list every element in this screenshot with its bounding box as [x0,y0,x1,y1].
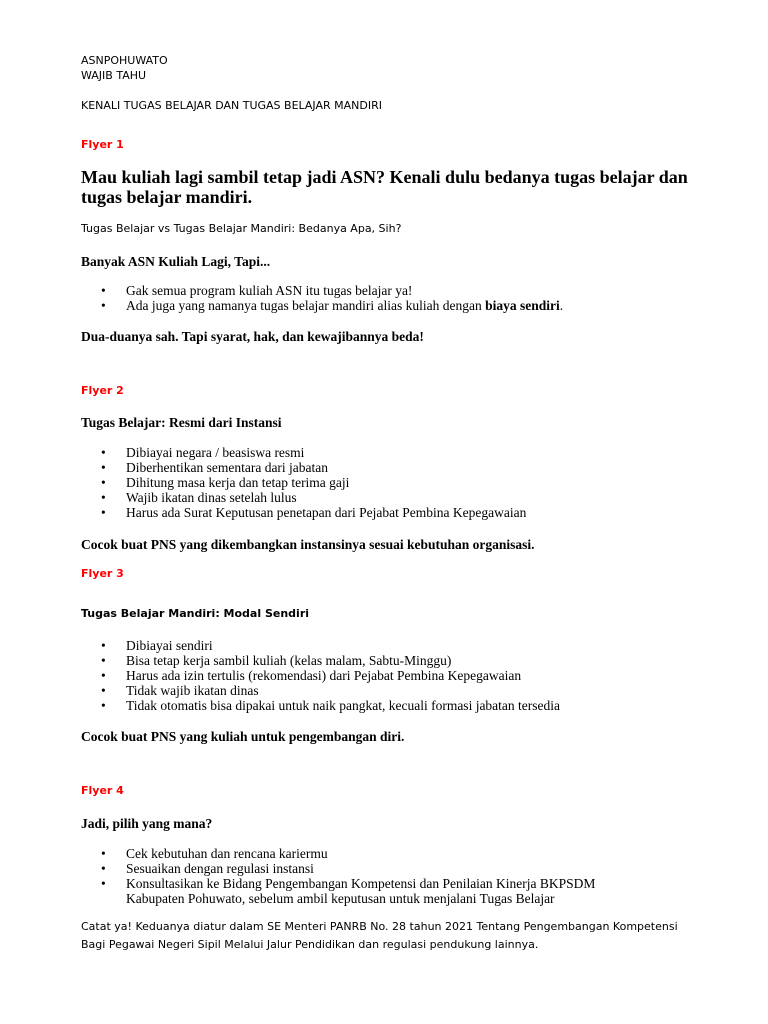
flyer-4-heading: Jadi, pilih yang mana? [81,816,213,831]
flyer-2-label: Flyer 2 [81,384,124,397]
list-item: • Cek kebutuhan dan rencana kariermu [81,846,595,861]
list-item: • Harus ada Surat Keputusan penetapan dari Pejabat Pembina Kepegawaian [81,505,526,520]
flyer-3-heading: Tugas Belajar Mandiri: Modal Sendiri [81,607,310,620]
list-item: • Ada juga yang namanya tugas belajar mandiri alias kuliah dengan biaya sendiri. [81,298,563,313]
org-name: ASNPOHUWATO [81,54,168,67]
flyer-3-list [81,638,560,713]
flyer-3-label: Flyer 3 [81,567,124,580]
flyer-2-conclusion: Cocok buat PNS yang dikembangkan instansinya sesuai kebutuhan organisasi. [81,537,535,552]
flyer-1-label: Flyer 1 [81,138,124,151]
flyer-4-label: Flyer 4 [81,784,124,797]
list-item: • Harus ada izin tertulis (rekomendasi) dari Pejabat Pembina Kepegawaian [81,668,560,683]
list-item: • Gak semua program kuliah ASN itu tugas belajar ya! [81,283,563,298]
flyer-1-list [81,283,563,313]
list-item: • Dibiayai sendiri [81,638,560,653]
flyer-1-title: Mau kuliah lagi sambil tetap jadi ASN? Kenali dulu bedanya tugas belajar dan tugas belajar mandiri. [81,167,688,207]
list-item: Kabupaten Pohuwato, sebelum ambil keputusan untuk menjalani Tugas Belajar [126,891,555,906]
flyer-1-subtitle: Tugas Belajar vs Tugas Belajar Mandiri: Bedanya Apa, Sih? [81,222,402,235]
list-item: • Tidak otomatis bisa dipakai untuk naik pangkat, kecuali formasi jabatan tersedia [81,698,560,713]
flyer-3-conclusion: Cocok buat PNS yang kuliah untuk pengembangan diri. [81,729,405,744]
list-item: • Tidak wajib ikatan dinas [81,683,560,698]
list-item: • Bisa tetap kerja sambil kuliah (kelas malam, Sabtu-Minggu) [81,653,560,668]
list-item: • Dibiayai negara / beasiswa resmi [81,445,526,460]
flyer-1-conclusion: Dua-duanya sah. Tapi syarat, hak, dan kewajibannya beda! [81,329,424,344]
flyer-1-heading: Banyak ASN Kuliah Lagi, Tapi... [81,254,271,269]
list-item: • Diberhentikan sementara dari jabatan [81,460,526,475]
flyer-2-heading: Tugas Belajar: Resmi dari Instansi [81,415,282,430]
regulation-note: Catat ya! Keduanya diatur dalam SE Menteri PANRB No. 28 tahun 2021 Tentang Pengembangan Kompetensi Bagi Pegawai Negeri Sipil Melalui Jalur Pendidikan dan regulasi pendukung lainnya. [81,920,678,951]
flyer-2-list [81,445,526,520]
list-item: • Sesuaikan dengan regulasi instansi [81,861,595,876]
list-item: • Dihitung masa kerja dan tetap terima gaji [81,475,526,490]
emphasis-text: biaya sendiri [485,298,560,313]
list-item: • Konsultasikan ke Bidang Pengembangan Kompetensi dan Penilaian Kinerja BKPSDM [81,876,595,891]
flyer-4-list [81,846,595,906]
tagline: WAJIB TAHU [81,69,147,82]
list-item: • Wajib ikatan dinas setelah lulus [81,490,526,505]
document-topic: KENALI TUGAS BELAJAR DAN TUGAS BELAJAR MANDIRI [81,99,382,112]
